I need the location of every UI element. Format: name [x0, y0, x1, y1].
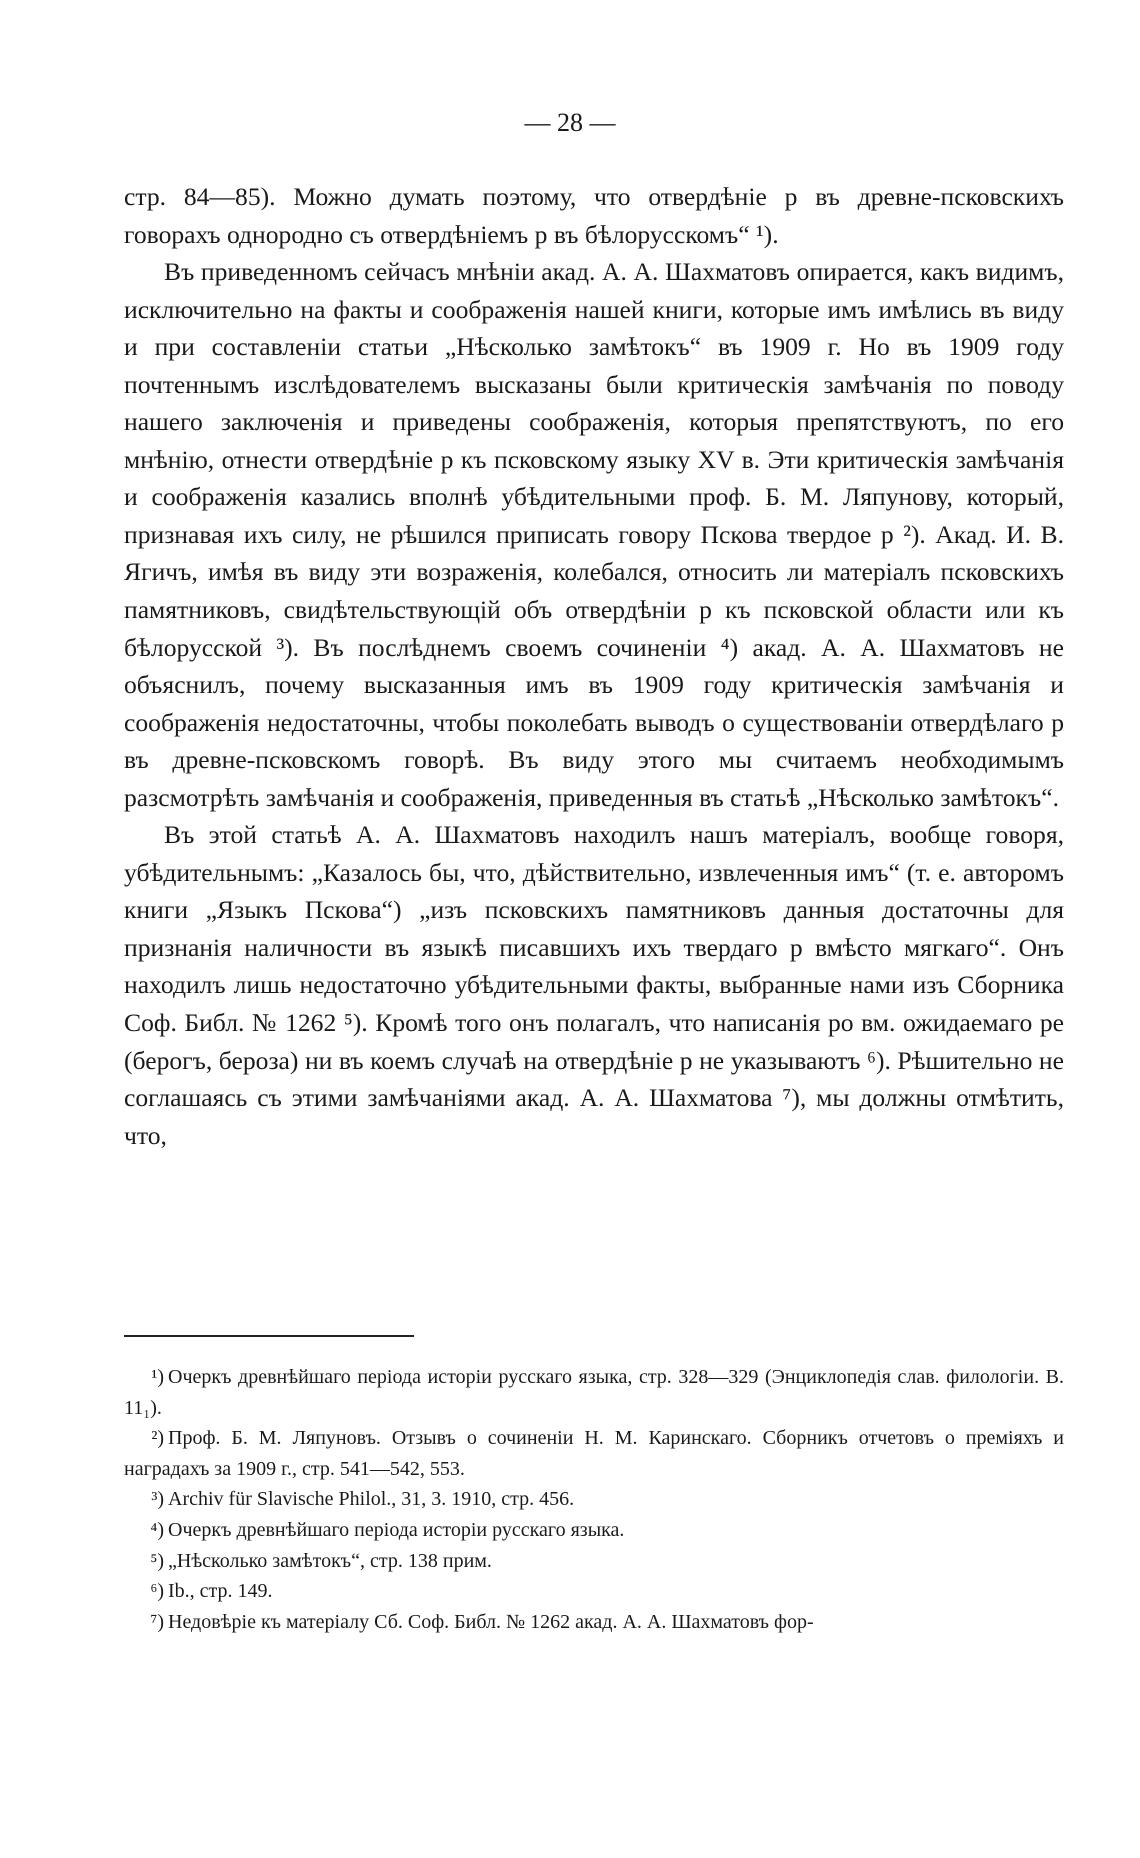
footnote-6 — [124, 1576, 1064, 1607]
footnote-marker: ²) — [151, 1427, 164, 1450]
footnote-marker: ⁵) — [150, 1549, 164, 1572]
paragraph-3: Въ этой статьѣ А. А. Шахматовъ находилъ нашъ матеріалъ, вообще говоря, убѣдительнымъ: „Казалось бы, что, дѣйствительно, извлеченныя имъ“ (т. е. авторомъ книги „Языкъ Пскова“) „изъ псковскихъ памятниковъ данныя достаточны для признанія наличности въ языкѣ писавшихъ ихъ твердаго р вмѣсто мягкаго“. Онъ находилъ лишь недостаточно убѣдительными факты, выбранные нами изъ Сборника Соф. Библ. № 1262 ⁵). Кромѣ того онъ полагалъ, что написанія ро вм. ожидаемаго ре (берогъ, бероза) ни въ коемъ случаѣ на отвердѣніе р не указываютъ ⁶). Рѣшительно не соглашаясь съ этими замѣчаніями акад. А. А. Шахматова ⁷), мы должны отмѣтить, что, — [124, 820, 1064, 1150]
footnote-text: Очеркъ древнѣйшаго періода исторіи русскаго языка. — [168, 1518, 625, 1541]
footnote-marker: ⁷) — [150, 1610, 164, 1633]
footnote-7 — [124, 1607, 1064, 1638]
footnote-marker: ¹) — [151, 1366, 164, 1388]
footnote-text: Очеркъ древнѣйшаго періода исторіи русскаго языка, стр. 328—329 (Энциклопедія слав. филологіи. В. 11₁). — [124, 1366, 1064, 1419]
main-text — [124, 178, 1064, 1154]
footnote-text: „Нѣсколько замѣтокъ“, стр. 138 прим. — [168, 1549, 492, 1572]
page-number: — 28 — — [524, 108, 616, 137]
footnote-2 — [124, 1423, 1064, 1484]
footnote-text: Проф. Б. М. Ляпуновъ. Отзывъ о сочиненіи Н. М. Каринскаго. Сборникъ отчетовъ о преміяхъ и наградахъ за 1909 г., стр. 541—542, 553. — [124, 1427, 1064, 1480]
footnote-text: Ib., стр. 149. — [168, 1580, 273, 1603]
footnote-marker: ⁴) — [150, 1518, 164, 1541]
footnote-text: Archiv für Slavische Philol., 31, 3. 1910, стр. 456. — [168, 1488, 575, 1511]
footnote-3 — [124, 1484, 1064, 1515]
footnote-separator — [124, 1335, 414, 1337]
paragraph-2: Въ приведенномъ сейчасъ мнѣніи акад. А. А. Шахматовъ опирается, какъ видимъ, исключительно на факты и соображенія нашей книги, которые имъ имѣлись въ виду и при составленіи статьи „Нѣсколько замѣтокъ“ въ 1909 г. Но въ 1909 году почтеннымъ изслѣдователемъ высказаны были критическія замѣчанія по поводу нашего заключенія и приведены соображенія, которыя препятствуютъ, по его мнѣнію, отнести отвердѣніе р къ псковскому языку XV в. Эти критическія замѣчанія и соображенія казались вполнѣ убѣдительными проф. Б. М. Ляпунову, который, признавая ихъ силу, не рѣшился приписать говору Пскова твердое р ²). Акад. И. В. Ягичъ, имѣя въ виду эти возраженія, колебался, относить ли матеріалъ псковскихъ памятниковъ, свидѣтельствующій объ отвердѣніи р къ псковской области или къ бѣлорусской ³). Въ послѣднемъ своемъ сочиненіи ⁴) акад. А. А. Шахматовъ не объяснилъ, почему высказанныя имъ въ 1909 году критическія замѣчанія и соображенія недостаточны, чтобы поколебать выводъ о существованіи отвердѣлаго р въ древне-псковскомъ говорѣ. Въ виду этого мы считаемъ необходимымъ разсмотрѣть замѣчанія и соображенія, приведенныя въ статьѣ „Нѣсколько замѣтокъ“. — [124, 257, 1064, 812]
footnote-1 — [124, 1362, 1064, 1423]
footnote-marker: ³) — [151, 1488, 164, 1511]
footnote-5 — [124, 1546, 1064, 1577]
paragraph-1: стр. 84—85). Можно думать поэтому, что отвердѣніе р въ древне-псковскихъ говорахъ однородно съ отвердѣніемъ р въ бѣлорусскомъ“ ¹). — [124, 182, 1064, 249]
footnote-4 — [124, 1515, 1064, 1546]
footnote-text: Недовѣріе къ матеріалу Сб. Соф. Библ. № 1262 акад. А. А. Шахматовъ фор- — [168, 1610, 814, 1633]
footnote-marker: ⁶) — [150, 1580, 164, 1603]
footnotes — [124, 1362, 1064, 1637]
